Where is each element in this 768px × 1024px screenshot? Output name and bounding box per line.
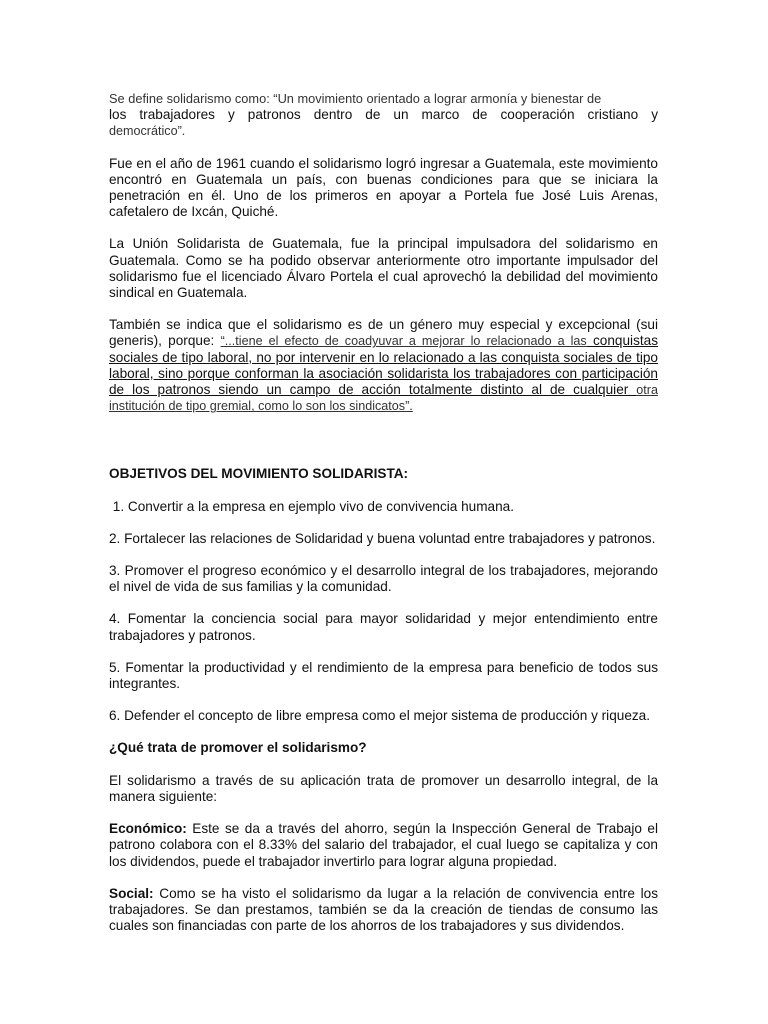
paragraph-quote — [109, 317, 658, 414]
social-text: Como se ha visto el solidarismo da lugar a la relación de convivencia entre los trabajadores. Se dan prestamos, también se da la creación de tiendas de consumo las cuales son financiadas con parte de los ahorros de los trabajadores y sus dividendos. — [109, 885, 658, 934]
quote-part-c: otra institución de tipo gremial, como lo son los sindicatos”. — [109, 383, 658, 414]
quote-part-a: “...tiene el efecto de coadyuvar a mejorar lo relacionado a las — [220, 334, 587, 349]
intro-line-b: los trabajadores y patronos dentro de un marco de cooperación cristiano y — [109, 107, 658, 123]
promote-intro: El solidarismo a través de su aplicación trata de promover un desarrollo integral, de la manera siguiente: — [109, 772, 658, 804]
social-label: Social: — [109, 885, 154, 901]
quote-part-b: conquistas sociales de tipo laboral, no por intervenir en lo relacionado a las conquista sociales de tipo laboral, sino porque conforman la asociación solidarista los trabajadores con participación de los patronos siendo un campo de acción totalmente distinto al de cualquier — [109, 333, 659, 398]
promote-heading: ¿Qué trata de promover el solidarismo? — [109, 740, 367, 756]
objective-item-5: 5. Fomentar la productividad y el rendimiento de la empresa para beneficio de todos sus integrantes. — [109, 659, 658, 692]
objective-item-3: 3. Promover el progreso económico y el desarrollo integral de los trabajadores, mejorando el nivel de vida de sus familias y la comunidad. — [109, 563, 658, 595]
paragraph-economico — [109, 821, 658, 870]
paragraph-history: Fue en el año de 1961 cuando el solidarismo logró ingresar a Guatemala, este movimiento encontró en Guatemala un país, con buenas condiciones para que se iniciara la penetración en él. Uno de los primeros en apoyar a Portela fue José Luis Arenas, cafetalero de Ixcán, Quiché. — [109, 155, 658, 220]
paragraph-union: La Unión Solidarista de Guatemala, fue la principal impulsadora del solidarismo en Guatemala. Como se ha podido observar anteriormente otro importante impulsador del solidarismo fue el licenciado Álvaro Portela el cual aprovechó la debilidad del movimiento sindical en Guatemala. — [109, 236, 658, 301]
objective-item-2: 2. Fortalecer las relaciones de Solidaridad y buena voluntad entre trabajadores y patronos. — [109, 530, 656, 546]
objective-item-1: 1. Convertir a la empresa en ejemplo vivo de convivencia humana. — [109, 498, 515, 514]
paragraph-social — [109, 886, 658, 935]
intro-line-c: democrático”. — [109, 124, 186, 139]
economico-label: Económico: — [109, 821, 187, 837]
objective-item-6: 6. Defender el concepto de libre empresa como el mejor sistema de producción y riqueza. — [109, 708, 651, 724]
intro-definition — [109, 91, 658, 140]
document-page — [109, 88, 658, 934]
objective-item-4: 4. Fomentar la conciencia social para mayor solidaridad y mejor entendimiento entre trabajadores y patronos. — [109, 611, 658, 643]
economico-text: Este se da a través del ahorro, según la Inspección General de Trabajo el patrono colabora con el 8.33% del salario del trabajador, el cual luego se capitaliza y con los dividendos, puede el trabajador invertirlo para lograr alguna propiedad. — [109, 821, 658, 869]
objectives-heading: OBJETIVOS DEL MOVIMIENTO SOLIDARISTA: — [109, 466, 409, 482]
quote-lead: También se indica que el solidarismo es de un género muy especial y excepcional (sui generis), porque: — [109, 317, 658, 349]
intro-line-a: Se define solidarismo como: “Un movimiento orientado a lograr armonía y bienestar de — [109, 91, 602, 106]
